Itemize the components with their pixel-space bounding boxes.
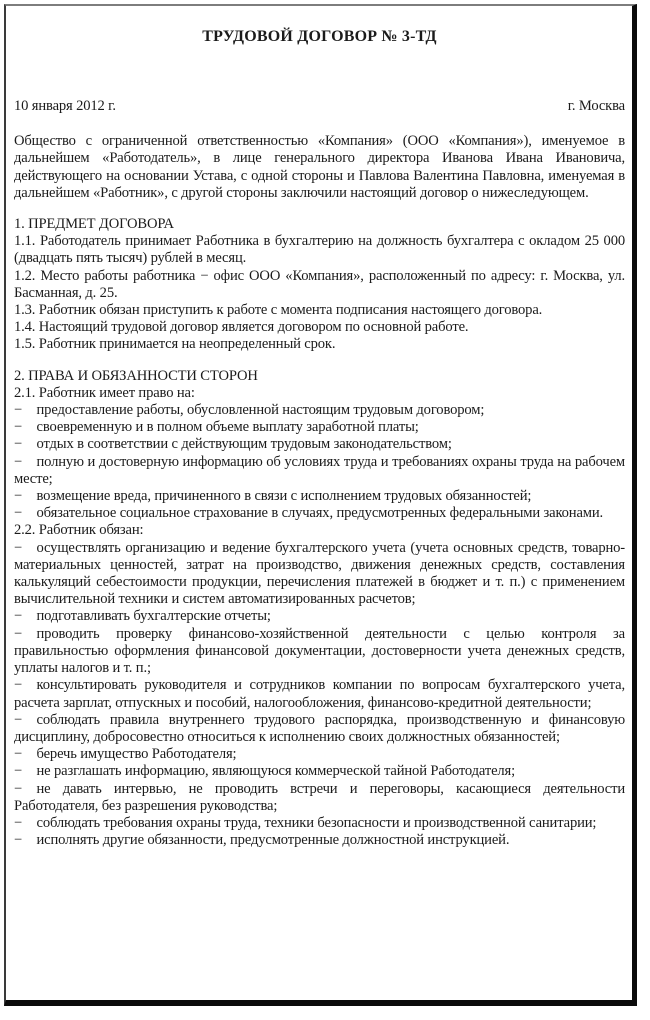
page-title: ТРУДОВОЙ ДОГОВОР № 3-ТД — [202, 28, 437, 45]
date-row — [14, 98, 625, 115]
contract-clause: − своевременную и в полном объеме выплату заработной платы; — [14, 419, 419, 436]
preamble: Общество с ограниченной ответственностью «Компания» (ООО «Компания»), именуемое в дальнейшем «Работодатель», в лице генерального директора Иванова Ивана Ивановича, действующего на основании Устава, с одной стороны и Павлова Валентина Павловна, именуемая в дальнейшем «Работник», с другой стороны заключили настоящий договор о нижеследующем. — [14, 133, 625, 201]
section-items — [14, 233, 625, 353]
contract-section — [14, 368, 625, 850]
contract-clause: − соблюдать правила внутреннего трудового распорядка, производственную и финансовую дисциплину, добросовестно относиться к исполнению своих должностных обязанностей; — [14, 711, 625, 745]
contract-section — [14, 216, 625, 354]
contract-clause: 2.1. Работник имеет право на: — [14, 384, 195, 401]
contract-clause: 1.1. Работодатель принимает Работника в бухгалтерию на должность бухгалтера с окладом 25 000 (двадцать пять тысяч) рублей в месяц. — [14, 233, 625, 267]
contract-clause: 1.5. Работник принимается на неопределенный срок. — [14, 336, 336, 353]
section-heading: 2. ПРАВА И ОБЯЗАННОСТИ СТОРОН — [14, 367, 258, 384]
doc-city: г. Москва — [567, 98, 625, 114]
doc-date: 10 января 2012 г. — [14, 98, 116, 114]
section-heading: 1. ПРЕДМЕТ ДОГОВОРА — [14, 216, 174, 233]
contract-clause: − соблюдать требования охраны труда, техники безопасности и производственной санитарии; — [14, 814, 597, 831]
contract-clause: 1.4. Настоящий трудовой договор является договором по основной работе. — [14, 319, 469, 336]
sections — [14, 216, 625, 849]
contract-clause: − предоставление работы, обусловленной настоящим трудовым договором; — [14, 402, 485, 419]
contract-clause: − отдых в соответствии с действующим трудовым законодательством; — [14, 436, 452, 453]
contract-clause: − не разглашать информацию, являющуюся коммерческой тайной Работодателя; — [14, 763, 516, 780]
contract-clause: − осуществлять организацию и ведение бухгалтерского учета (учета основных средств, товарно-материальных ценностей, затрат на производство, движения денежных средств, составления калькуляций себестоимости продукции, перечисления платежей в бюджет и т. п.) с применением вычислительной техники и систем автоматизированных расчетов; — [14, 539, 625, 608]
contract-clause: − возмещение вреда, причиненного в связи с исполнением трудовых обязанностей; — [14, 488, 532, 505]
contract-clause: − исполнять другие обязанности, предусмотренные должностной инструкцией. — [14, 832, 510, 849]
contract-clause: 2.2. Работник обязан: — [14, 522, 144, 539]
contract-clause: − не давать интервью, не проводить встречи и переговоры, касающиеся деятельности Работодателя, без разрешения руководства; — [14, 780, 625, 814]
contract-clause: − подготавливать бухгалтерские отчеты; — [14, 608, 271, 625]
contract-clause: − консультировать руководителя и сотрудников компании по вопросам бухгалтерского учета, расчета зарплат, отпускных и пособий, налогообложения, финансово-кредитной деятельности; — [14, 677, 625, 711]
contract-clause: 1.3. Работник обязан приступить к работе с момента подписания настоящего договора. — [14, 302, 543, 319]
contract-clause: − проводить проверку финансово-хозяйственной деятельности с целью контроля за правильностью оформления финансовой документации, достоверности учета денежных средств, уплаты налогов и т. п.; — [14, 625, 625, 677]
contract-clause: 1.2. Место работы работника − офис ООО «Компания», расположенный по адресу: г. Москва, ул. Басманная, д. 25. — [14, 267, 625, 301]
section-items — [14, 385, 625, 849]
contract-clause: − обязательное социальное страхование в случаях, предусмотренных федеральными законами. — [14, 505, 604, 522]
document-page — [4, 4, 637, 1006]
contract-clause: − беречь имущество Работодателя; — [14, 746, 237, 763]
contract-clause: − полную и достоверную информацию об условиях труда и требованиях охраны труда на рабочем месте; — [14, 453, 625, 487]
